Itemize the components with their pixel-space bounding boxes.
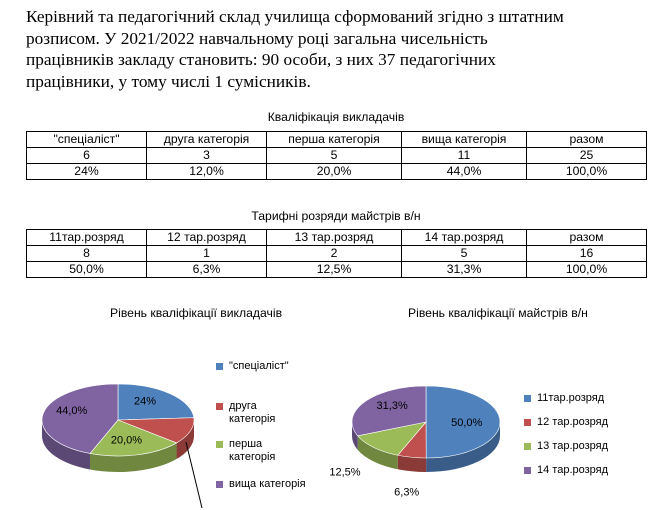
teachers-table-caption: Кваліфікація викладачів — [267, 110, 405, 124]
table-cell: 6 — [27, 148, 147, 164]
table-cell: 16 — [527, 246, 647, 262]
legend-label: "спеціаліст" — [229, 360, 289, 372]
masters-pie-chart — [320, 380, 520, 499]
legend-swatch — [524, 395, 531, 402]
legend-label: 14 тар.розряд — [537, 464, 609, 476]
leader-line — [180, 440, 210, 510]
table-header-cell: 14 тар.розряд — [402, 230, 527, 246]
table-cell: 44,0% — [402, 164, 527, 180]
teachers-table — [26, 131, 647, 180]
table-cell: 5 — [402, 246, 527, 262]
intro-line: Керівний та педагогічний склад училища сформований згідно з штатним — [26, 7, 564, 26]
table-row — [27, 246, 647, 262]
table-row — [27, 164, 647, 180]
table-cell: 8 — [27, 246, 147, 262]
legend-label: перша категорія — [229, 438, 276, 463]
pie-data-label: 6,3% — [394, 486, 420, 499]
table-cell: 100,0% — [527, 164, 647, 180]
legend-swatch — [216, 403, 223, 410]
table-header-row — [27, 230, 647, 246]
legend-swatch — [524, 443, 531, 450]
chart-title: Рівень кваліфікації майстрів в/н — [408, 306, 588, 320]
table-cell: 11 — [402, 148, 527, 164]
table-cell: 6,3% — [147, 262, 267, 278]
legend-label: друга категорія — [229, 400, 276, 425]
table-header-cell: "спеціаліст" — [27, 132, 147, 148]
legend-swatch — [524, 419, 531, 426]
table-cell: 1 — [147, 246, 267, 262]
table-cell: 24% — [27, 164, 147, 180]
table-cell: 25 — [527, 148, 647, 164]
table-header-cell: перша категорія — [267, 132, 402, 148]
table-header-cell: вища категорія — [402, 132, 527, 148]
table-header-cell: 12 тар.розряд — [147, 230, 267, 246]
table-cell: 2 — [267, 246, 402, 262]
table-cell: 50,0% — [27, 262, 147, 278]
table-cell: 5 — [267, 148, 402, 164]
legend-swatch — [216, 481, 223, 488]
legend-swatch — [524, 467, 531, 474]
pie-data-label: 31,3% — [376, 400, 408, 413]
table-header-row — [27, 132, 647, 148]
table-header-cell: разом — [527, 132, 647, 148]
table-cell: 100,0% — [527, 262, 647, 278]
intro-paragraph — [26, 6, 638, 92]
table-cell: 12,0% — [147, 164, 267, 180]
table-header-cell: 13 тар.розряд — [267, 230, 402, 246]
masters-chart-legend — [524, 392, 644, 482]
table-row — [27, 262, 647, 278]
table-header-cell: друга категорія — [147, 132, 267, 148]
intro-line: розписом. У 2021/2022 навчальному році загальна чисельність — [26, 28, 488, 48]
chart-title: Рівень кваліфікації викладачів — [110, 306, 283, 320]
intro-line: працівники, у тому числі 1 сумісників. — [26, 71, 311, 91]
table-cell: 31,3% — [402, 262, 527, 278]
legend-label: 12 тар.розряд — [537, 416, 609, 428]
intro-line: працівників закладу становить: 90 особи, з них 37 педагогічних — [26, 50, 496, 69]
legend-label: 13 тар.розряд — [537, 440, 609, 452]
table-header-cell: разом — [527, 230, 647, 246]
legend-swatch — [216, 441, 223, 448]
legend-label: вища категорія — [229, 478, 306, 490]
pie-data-label: 12,5% — [329, 466, 361, 479]
pie-data-label: 44,0% — [56, 404, 88, 417]
legend-label: 11тар.розряд — [537, 392, 605, 404]
table-cell: 12,5% — [267, 262, 402, 278]
table-row — [27, 148, 647, 164]
pie-data-label: 20,0% — [110, 434, 143, 447]
teachers-chart-legend — [216, 360, 326, 500]
pie-data-label: 24% — [134, 395, 157, 408]
table-header-cell: 11тар.розряд — [27, 230, 147, 246]
legend-swatch — [216, 363, 223, 370]
masters-table-caption: Тарифні розряди майстрів в/н — [251, 209, 421, 223]
table-cell: 3 — [147, 148, 267, 164]
table-cell: 20,0% — [267, 164, 402, 180]
masters-table — [26, 229, 647, 278]
pie-data-label: 50,0% — [451, 416, 483, 429]
